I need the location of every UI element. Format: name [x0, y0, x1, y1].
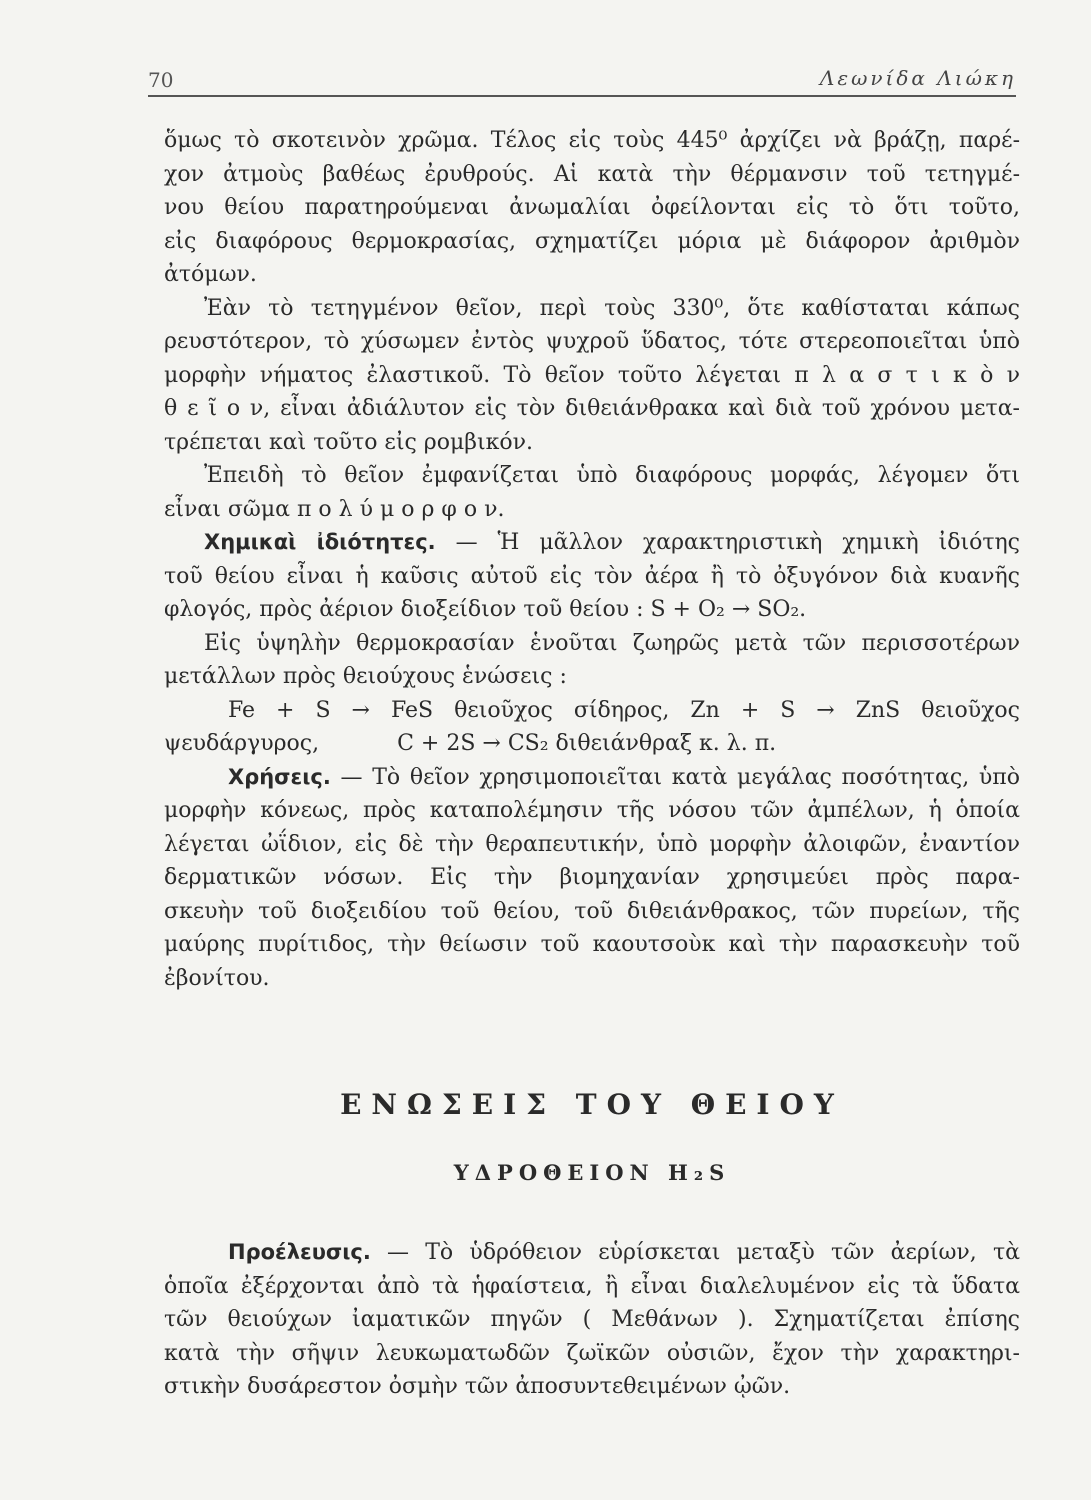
text-line: σκευὴν τοῦ διοξειδίου τοῦ θείου, τοῦ διθειάνθρακος, τῶν πυρείων, τῆς: [164, 898, 1020, 924]
chem-properties-line: [164, 526, 1020, 560]
text-line: μορφὴν κόνεως, πρὸς καταπολέμησιν τῆς νόσου τῶν ἀμπέλων, ἡ ὁποία: [164, 798, 1020, 823]
text-line: Ἐὰν τὸ τετηγμένον θεῖον, περὶ τοὺς 330⁰, ὅτε καθίσταται κάπως: [204, 295, 1020, 321]
equation-line-2: [164, 727, 1020, 761]
text-line: ἀτόμων.: [164, 262, 257, 287]
main-text: [164, 124, 1020, 995]
uses-heading: Χρήσεις.: [228, 764, 331, 789]
origin-line: [164, 1236, 1020, 1270]
subsection-title: ΥΔΡΟΘΕΙΟΝ H₂S: [453, 1160, 731, 1185]
text-line: Ἐπειδὴ τὸ θεῖον ἐμφανίζεται ὑπὸ διαφόρους μορφάς, λέγομεν ὅτι: [204, 463, 1020, 488]
text-line: μορφὴν νήματος ἐλαστικοῦ. Τὸ θεῖον τοῦτο λέγεται π λ α σ τ ι κ ὸ ν: [164, 362, 1020, 388]
text-line: δερματικῶν νόσων. Εἰς τὴν βιομηχανίαν χρησιμεύει πρὸς παρα-: [164, 865, 1020, 890]
section-title: ΕΝΩΣΕΙΣ ΤΟΥ ΘΕΙΟΥ: [340, 1088, 844, 1121]
page-number: 70: [148, 68, 174, 92]
text-run: — Τὸ θεῖον χρησιμοποιεῖται κατὰ μεγάλας ποσότητας, ὑπὸ: [330, 764, 1020, 790]
text-line: ἐβονίτου.: [164, 965, 270, 991]
text-line: στικὴν δυσάρεστον ὀσμὴν τῶν ἀποσυντεθειμένων ᾠῶν.: [164, 1374, 791, 1399]
page-header: [148, 64, 1016, 94]
text-line: θ ε ῖ ο ν, εἶναι ἀδιάλυτον εἰς τὸν διθειάνθρακα καὶ διὰ τοῦ χρόνου μετα-: [164, 396, 1020, 421]
running-head: Λεωνίδα Λιώκη: [819, 66, 1016, 90]
text-line: ὁποῖα ἐξέρχονται ἀπὸ τὰ ἡφαίστεια, ἢ εἶναι διαλελυμένον εἰς τὰ ὕδατα: [164, 1273, 1020, 1299]
equation-line: Fe + S → FeS θειοῦχος σίδηρος, Zn + S → ZnS θειοῦχος: [228, 697, 1020, 723]
text-line: νου θείου παρατηρούμεναι ἀνωμαλίαι ὀφείλονται εἰς τὸ ὅτι τοῦτο,: [164, 195, 1020, 220]
text-run: — Τὸ ὑδρόθειον εὑρίσκεται μεταξὺ τῶν ἀερίων, τὰ: [370, 1240, 1020, 1265]
text-line: κατὰ τὴν σῆψιν λευκωματωδῶν ζωϊκῶν οὐσιῶν, ἔχον τὴν χαρακτηρι-: [164, 1340, 1020, 1366]
origin-text: [164, 1236, 1020, 1404]
text-run: — Ἡ μᾶλλον χαρακτηριστικὴ χημικὴ ἰδιότης: [435, 530, 1020, 555]
text-line: μετάλλων πρὸς θειούχους ἑνώσεις :: [164, 664, 567, 689]
text-line: Εἰς ὑψηλὴν θερμοκρασίαν ἑνοῦται ζωηρῶς μετὰ τῶν περισσοτέρων: [204, 630, 1020, 656]
uses-line: [164, 761, 1020, 795]
text-line: ρευστότερον, τὸ χύσωμεν ἐντὸς ψυχροῦ ὕδατος, τότε στερεοποιεῖται ὑπὸ: [164, 329, 1020, 354]
text-line: φλογός, πρὸς ἀέριον διοξείδιον τοῦ θείου : S + O₂ → SO₂.: [164, 597, 807, 622]
text-line: εἰς διαφόρους θερμοκρασίας, σχηματίζει μόρια μὲ διάφορον ἀριθμὸν: [164, 228, 1020, 254]
text-line: λέγεται ὠΐδιον, εἰς δὲ τὴν θεραπευτικήν, ὑπὸ μορφὴν ἀλοιφῶν, ἐναντίον: [164, 831, 1020, 857]
origin-heading: Προέλευσις.: [228, 1240, 371, 1264]
equation: C + 2S → CS₂ διθειάνθραξ κ. λ. π.: [397, 731, 777, 756]
chem-properties-heading: Χημικαὶ ἰδιότητες.: [204, 530, 436, 554]
text-run: ψευδάργυρος,: [164, 731, 320, 756]
text-line: τοῦ θείου εἶναι ἡ καῦσις αὐτοῦ εἰς τὸν ἀέρα ἢ τὸ ὀξυγόνον διὰ κυανῆς: [164, 563, 1020, 589]
text-line: ὅμως τὸ σκοτεινὸν χρῶμα. Τέλος εἰς τοὺς 445⁰ ἀρχίζει νὰ βράζῃ, παρέ-: [164, 128, 1020, 153]
text-line: εἶναι σῶμα π ο λ ύ μ ο ρ φ ο ν.: [164, 496, 505, 522]
header-rule: [148, 95, 1016, 97]
text-line: τῶν θειούχων ἰαματικῶν πηγῶν ( Μεθάνων ). Σχηματίζεται ἐπίσης: [164, 1307, 1020, 1332]
text-line: χον ἀτμοὺς βαθέως ἐρυθρούς. Αἱ κατὰ τὴν θέρμανσιν τοῦ τετηγμέ-: [164, 161, 1020, 187]
text-line: τρέπεται καὶ τοῦτο εἰς ρομβικόν.: [164, 429, 533, 455]
text-line: μαύρης πυρίτιδος, τὴν θείωσιν τοῦ καουτσοὺκ καὶ τὴν παρασκευὴν τοῦ: [164, 932, 1020, 957]
